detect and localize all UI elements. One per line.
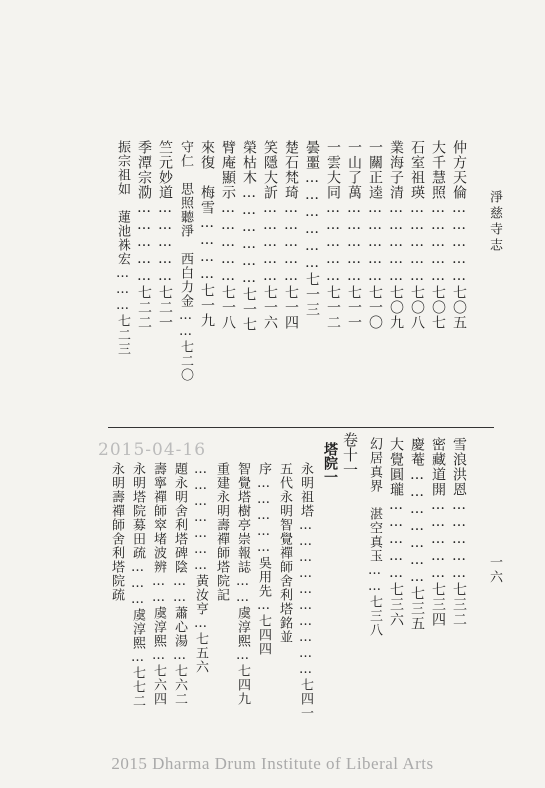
toc-entry: 臂庵顯示……………七一八 bbox=[220, 140, 236, 330]
toc-entry: 一關正逵……………七一〇 bbox=[367, 140, 383, 330]
toc-entry: 智覺塔樹亭崇報誌……虞淳熙…七四九 bbox=[235, 462, 250, 706]
toc-entry: 序……………吳用先…七四四 bbox=[256, 462, 271, 656]
toc-entry: 雪浪洪恩……………七三二 bbox=[451, 437, 467, 627]
toc-entry: 振宗祖如 蓮池袾宏………七二三 bbox=[115, 140, 130, 356]
toc-entry: 楚石梵琦……………七一四 bbox=[283, 140, 299, 330]
toc-entry: 永明塔院募田疏………虞淳熙…七七二 bbox=[130, 462, 145, 708]
toc-entry: 季潭宗泐……………七二二 bbox=[136, 140, 152, 330]
toc-entry: 一雲大同……………七一二 bbox=[325, 140, 341, 330]
toc-entry: 大千慧照……………七〇七 bbox=[430, 140, 446, 330]
toc-entry: 石室祖瑛……………七〇八 bbox=[409, 140, 425, 330]
toc-entry: 大覺圓瓏……………七三六 bbox=[388, 437, 404, 627]
toc-entry: 曇噩………………七一三 bbox=[304, 140, 320, 317]
toc-entry: 壽寧禪師窣堵波辨……虞淳熙…七六四 bbox=[151, 462, 166, 706]
toc-entry: 永明祖塔…………………………七四一 bbox=[298, 462, 313, 720]
section-divider bbox=[108, 427, 494, 428]
toc-entry: 守仁 思照聽淨 西白力金……七二〇 bbox=[178, 140, 193, 382]
watermark: 2015 Dharma Drum Institute of Liberal Arts bbox=[111, 754, 434, 773]
toc-entry: 竺元妙道……………七二一 bbox=[157, 140, 173, 330]
toc-entry: 題永明舍利塔碑陰……蕭心湯…七六二 bbox=[172, 462, 187, 706]
volume-heading: 卷十一 bbox=[341, 432, 359, 477]
toc-entry: 來復 梅雪…………七一九 bbox=[199, 140, 215, 328]
toc-entry: 慶菴…………………七三五 bbox=[409, 437, 425, 631]
toc-entry: 五代永明智覺禪師舍利塔銘並 bbox=[277, 462, 292, 644]
toc-entry: 仲方天倫……………七〇五 bbox=[451, 140, 467, 330]
toc-entry: 密藏道開……………七三四 bbox=[430, 437, 446, 627]
toc-entry: 榮枯木………………七一七 bbox=[241, 140, 257, 332]
toc-entry: 重建永明壽禪師塔院記 bbox=[214, 462, 229, 602]
page-number: 一六 bbox=[487, 555, 502, 585]
toc-entry: 永明壽禪師舍利塔院疏 bbox=[109, 462, 124, 602]
toc-entry: 笑隱大訢……………七一六 bbox=[262, 140, 278, 330]
toc-entry: 幻居真界 湛空真玉……七三八 bbox=[367, 437, 382, 637]
toc-entry: 一山了萬……………七一一 bbox=[346, 140, 362, 330]
book-title: 淨慈寺志 bbox=[487, 190, 502, 254]
section-heading: 塔院一 bbox=[322, 442, 338, 484]
toc-entry: 業海子清……………七〇九 bbox=[388, 140, 404, 330]
date-stamp: 2015-04-16 bbox=[98, 440, 207, 460]
toc-entry: …………………黃汝亨…七五六 bbox=[193, 462, 208, 674]
